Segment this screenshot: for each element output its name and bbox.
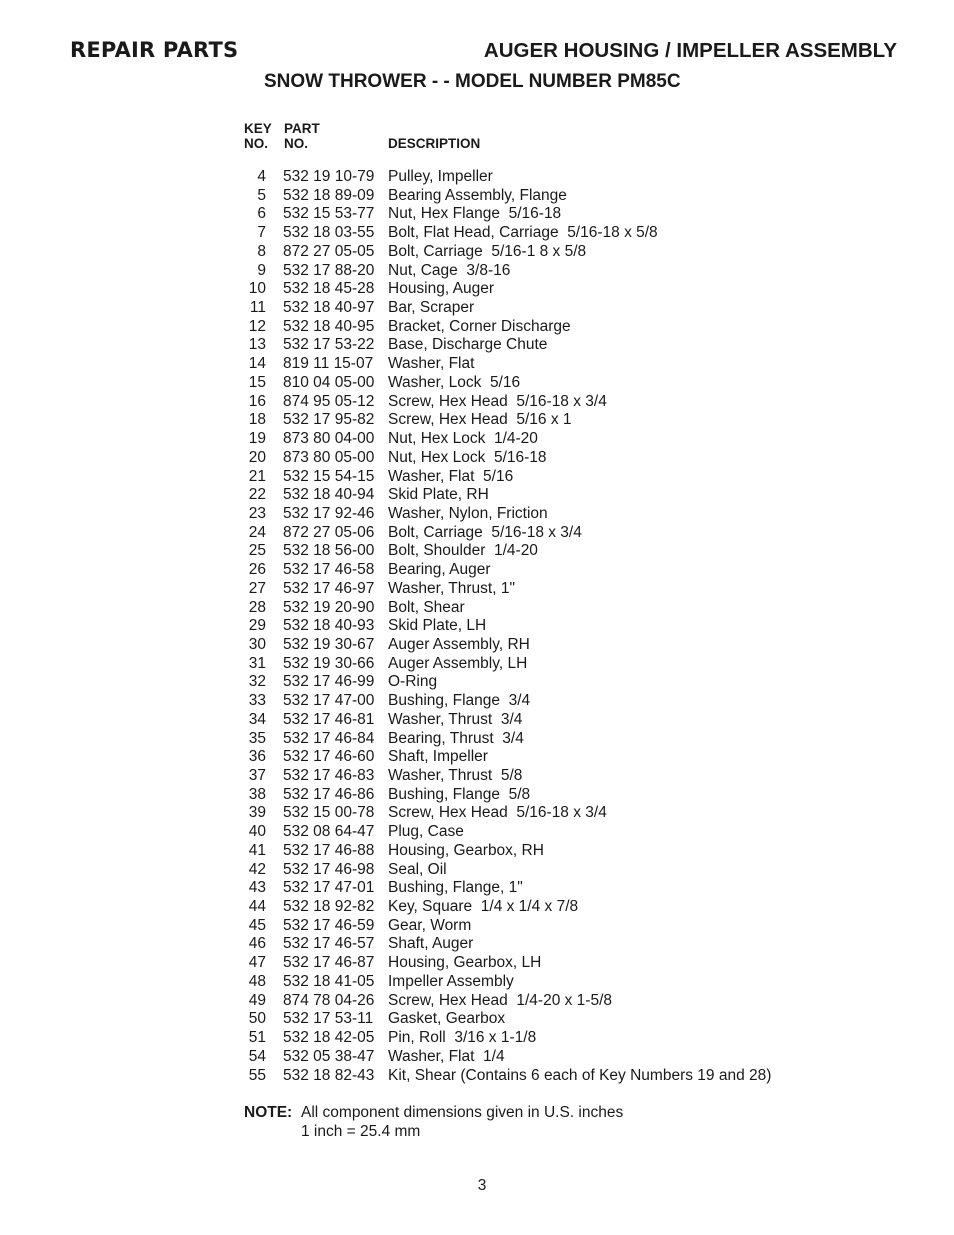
part-description: Housing, Gearbox, RH bbox=[388, 841, 544, 859]
key-number: 38 bbox=[248, 785, 266, 803]
header-assembly-title: AUGER HOUSING / IMPELLER ASSEMBLY bbox=[483, 39, 897, 62]
key-number: 47 bbox=[248, 954, 266, 972]
part-number: 532 18 42-05 bbox=[283, 1029, 375, 1047]
part-description: Washer, Flat bbox=[388, 355, 475, 373]
key-number: 19 bbox=[248, 430, 266, 448]
note-label: NOTE: bbox=[244, 1104, 293, 1121]
key-number: 35 bbox=[248, 729, 266, 747]
part-description: Washer, Lock 5/16 bbox=[388, 373, 521, 391]
part-number: 532 17 46-83 bbox=[283, 767, 375, 784]
key-number: 50 bbox=[248, 1010, 266, 1028]
header-model-subtitle: SNOW THROWER - - MODEL NUMBER PM85C bbox=[264, 71, 681, 92]
part-number: 819 11 15-07 bbox=[283, 355, 374, 373]
key-number: 54 bbox=[248, 1047, 266, 1065]
column-header-key-no: KEY NO. bbox=[244, 121, 272, 151]
part-number: 532 17 46-81 bbox=[283, 710, 375, 728]
part-description: Key, Square 1/4 x 1/4 x 7/8 bbox=[388, 898, 579, 916]
key-number: 20 bbox=[248, 448, 266, 466]
part-description: Pulley, Impeller bbox=[388, 168, 493, 185]
key-number: 45 bbox=[248, 916, 266, 934]
key-number: 18 bbox=[248, 411, 266, 429]
key-number: 24 bbox=[248, 523, 266, 541]
note-line-2: 1 inch = 25.4 mm bbox=[301, 1123, 421, 1140]
key-number: 48 bbox=[248, 972, 266, 990]
part-number: 532 17 46-99 bbox=[283, 673, 375, 691]
part-number: 532 05 38-47 bbox=[283, 1047, 375, 1065]
key-number: 31 bbox=[248, 654, 266, 672]
part-number: 872 27 05-05 bbox=[283, 242, 375, 260]
key-number: 40 bbox=[248, 823, 266, 841]
key-number: 11 bbox=[249, 299, 266, 317]
part-number: 532 18 40-94 bbox=[283, 486, 375, 504]
key-number: 28 bbox=[248, 598, 266, 616]
part-number: 810 04 05-00 bbox=[283, 373, 375, 391]
part-description: Bearing, Auger bbox=[388, 561, 491, 579]
part-number: 532 18 40-97 bbox=[283, 299, 375, 317]
key-number: 49 bbox=[248, 991, 266, 1009]
part-description: Bar, Scraper bbox=[388, 299, 475, 317]
part-number: 532 18 45-28 bbox=[283, 280, 375, 298]
part-number: 532 17 95-82 bbox=[283, 411, 375, 429]
part-description: Auger Assembly, LH bbox=[388, 654, 528, 672]
key-number: 8 bbox=[257, 242, 266, 260]
key-number: 34 bbox=[248, 710, 266, 728]
part-number: 532 19 30-67 bbox=[283, 635, 375, 653]
part-description: Washer, Thrust 3/4 bbox=[388, 710, 523, 728]
part-number: 532 08 64-47 bbox=[283, 823, 375, 841]
column-header-part-no: PART NO. bbox=[284, 121, 320, 151]
part-description: Bracket, Corner Discharge bbox=[388, 317, 571, 335]
key-number: 25 bbox=[248, 542, 266, 560]
part-description: Nut, Hex Lock 5/16-18 bbox=[388, 448, 547, 466]
part-number: 532 18 41-05 bbox=[283, 972, 375, 990]
part-number: 532 18 56-00 bbox=[283, 542, 375, 560]
key-number: 55 bbox=[248, 1066, 266, 1084]
key-number: 14 bbox=[248, 355, 266, 373]
part-description: Bushing, Flange 3/4 bbox=[388, 692, 531, 710]
part-number: 532 17 46-60 bbox=[283, 748, 375, 766]
part-number: 532 18 92-82 bbox=[283, 898, 375, 916]
key-number: 27 bbox=[248, 579, 266, 597]
part-description: Skid Plate, RH bbox=[388, 486, 489, 504]
part-description: Bolt, Carriage 5/16-18 x 3/4 bbox=[388, 523, 582, 541]
part-number: 532 17 92-46 bbox=[283, 504, 375, 522]
key-number: 37 bbox=[248, 767, 266, 784]
part-number: 532 18 03-55 bbox=[283, 224, 375, 242]
part-number: 532 17 53-22 bbox=[283, 336, 375, 354]
part-number: 532 17 46-87 bbox=[283, 954, 375, 972]
part-description: Seal, Oil bbox=[388, 860, 447, 878]
key-number: 29 bbox=[248, 617, 266, 635]
part-number: 874 95 05-12 bbox=[283, 392, 375, 410]
key-number: 32 bbox=[248, 673, 266, 691]
key-number: 36 bbox=[248, 748, 266, 766]
key-number: 6 bbox=[257, 205, 266, 223]
part-number: 532 15 53-77 bbox=[283, 205, 375, 223]
key-number: 43 bbox=[248, 879, 266, 897]
part-description: Shaft, Auger bbox=[388, 935, 474, 953]
part-number: 532 17 46-98 bbox=[283, 860, 375, 878]
note-line-1: All component dimensions given in U.S. inches bbox=[301, 1104, 624, 1121]
part-description: Screw, Hex Head 5/16 x 1 bbox=[388, 411, 572, 429]
key-number: 44 bbox=[248, 898, 266, 916]
part-description: Bolt, Flat Head, Carriage 5/16-18 x 5/8 bbox=[388, 224, 658, 242]
key-number: 21 bbox=[248, 467, 266, 485]
key-number: 5 bbox=[257, 186, 266, 204]
part-number: 532 17 46-84 bbox=[283, 729, 375, 747]
key-number: 7 bbox=[257, 224, 266, 242]
part-description: Plug, Case bbox=[388, 823, 464, 841]
part-number: 532 19 20-90 bbox=[283, 598, 375, 616]
key-number: 30 bbox=[248, 635, 266, 653]
part-description: Gear, Worm bbox=[388, 916, 472, 934]
key-number: 9 bbox=[257, 261, 266, 279]
part-number: 532 17 47-01 bbox=[283, 879, 375, 897]
key-number: 10 bbox=[248, 280, 266, 298]
part-description: Impeller Assembly bbox=[388, 972, 514, 990]
part-description: Bolt, Shear bbox=[388, 598, 465, 616]
part-description: Pin, Roll 3/16 x 1-1/8 bbox=[388, 1029, 537, 1047]
part-number: 532 19 30-66 bbox=[283, 654, 375, 672]
part-description: Bearing Assembly, Flange bbox=[388, 186, 567, 204]
key-number: 13 bbox=[248, 336, 266, 354]
part-description: Washer, Thrust, 1" bbox=[388, 579, 515, 597]
page-number: 3 bbox=[477, 1177, 487, 1194]
key-number: 15 bbox=[248, 373, 266, 391]
part-number: 532 15 00-78 bbox=[283, 804, 375, 822]
part-description: Shaft, Impeller bbox=[388, 748, 488, 766]
part-number: 873 80 05-00 bbox=[283, 448, 375, 466]
part-description: Housing, Gearbox, LH bbox=[388, 954, 542, 972]
part-description: Washer, Thrust 5/8 bbox=[388, 767, 523, 784]
part-number: 532 17 53-11 bbox=[283, 1010, 374, 1028]
key-number: 46 bbox=[248, 935, 266, 953]
key-number: 51 bbox=[248, 1029, 266, 1047]
header-repair-parts: REPAIR PARTS bbox=[70, 38, 239, 62]
part-description: Gasket, Gearbox bbox=[388, 1010, 506, 1028]
column-header-description: DESCRIPTION bbox=[388, 136, 481, 151]
key-number: 12 bbox=[248, 317, 266, 335]
part-number: 532 18 40-95 bbox=[283, 317, 375, 335]
part-number: 532 17 46-59 bbox=[283, 916, 375, 934]
part-number: 532 17 88-20 bbox=[283, 261, 375, 279]
part-number: 532 17 46-86 bbox=[283, 785, 375, 803]
key-number: 26 bbox=[248, 561, 266, 579]
part-description: Washer, Flat 5/16 bbox=[388, 467, 514, 485]
part-description: Kit, Shear (Contains 6 each of Key Numbers 19 and 28) bbox=[388, 1066, 772, 1084]
part-description: Screw, Hex Head 1/4-20 x 1-5/8 bbox=[388, 991, 613, 1009]
part-number: 532 17 47-00 bbox=[283, 692, 375, 710]
key-number: 22 bbox=[248, 486, 266, 504]
part-description: O-Ring bbox=[388, 673, 438, 691]
part-description: Screw, Hex Head 5/16-18 x 3/4 bbox=[388, 804, 607, 822]
part-description: Washer, Flat 1/4 bbox=[388, 1047, 505, 1065]
key-number: 4 bbox=[257, 168, 266, 185]
part-description: Bearing, Thrust 3/4 bbox=[388, 729, 524, 747]
part-number: 532 17 46-58 bbox=[283, 561, 375, 579]
part-number: 532 18 82-43 bbox=[283, 1066, 375, 1084]
part-description: Skid Plate, LH bbox=[388, 617, 487, 635]
key-number: 23 bbox=[248, 504, 266, 522]
key-number: 42 bbox=[248, 860, 266, 878]
part-number: 532 17 46-88 bbox=[283, 841, 375, 859]
part-number: 874 78 04-26 bbox=[283, 991, 375, 1009]
part-description: Bushing, Flange 5/8 bbox=[388, 785, 531, 803]
part-description: Auger Assembly, RH bbox=[388, 635, 530, 653]
part-description: Bolt, Shoulder 1/4-20 bbox=[388, 542, 538, 560]
part-number: 532 18 89-09 bbox=[283, 186, 375, 204]
part-description: Bolt, Carriage 5/16-1 8 x 5/8 bbox=[388, 242, 587, 260]
key-number: 16 bbox=[248, 392, 266, 410]
part-description: Nut, Hex Flange 5/16-18 bbox=[388, 205, 562, 223]
key-number: 39 bbox=[248, 804, 266, 822]
part-number: 532 19 10-79 bbox=[283, 168, 375, 185]
part-number: 873 80 04-00 bbox=[283, 430, 375, 448]
part-description: Nut, Cage 3/8-16 bbox=[388, 261, 511, 279]
note bbox=[244, 1103, 623, 1141]
part-number: 532 17 46-57 bbox=[283, 935, 375, 953]
key-number: 41 bbox=[248, 841, 266, 859]
part-number: 532 18 40-93 bbox=[283, 617, 375, 635]
key-number: 33 bbox=[248, 692, 266, 710]
part-number: 532 15 54-15 bbox=[283, 467, 375, 485]
part-description: Bushing, Flange, 1" bbox=[388, 879, 523, 897]
part-number: 532 17 46-97 bbox=[283, 579, 375, 597]
part-description: Housing, Auger bbox=[388, 280, 494, 298]
part-description: Nut, Hex Lock 1/4-20 bbox=[388, 430, 538, 448]
part-description: Base, Discharge Chute bbox=[388, 336, 548, 354]
part-description: Washer, Nylon, Friction bbox=[388, 504, 548, 522]
part-number: 872 27 05-06 bbox=[283, 523, 375, 541]
part-description: Screw, Hex Head 5/16-18 x 3/4 bbox=[388, 392, 607, 410]
